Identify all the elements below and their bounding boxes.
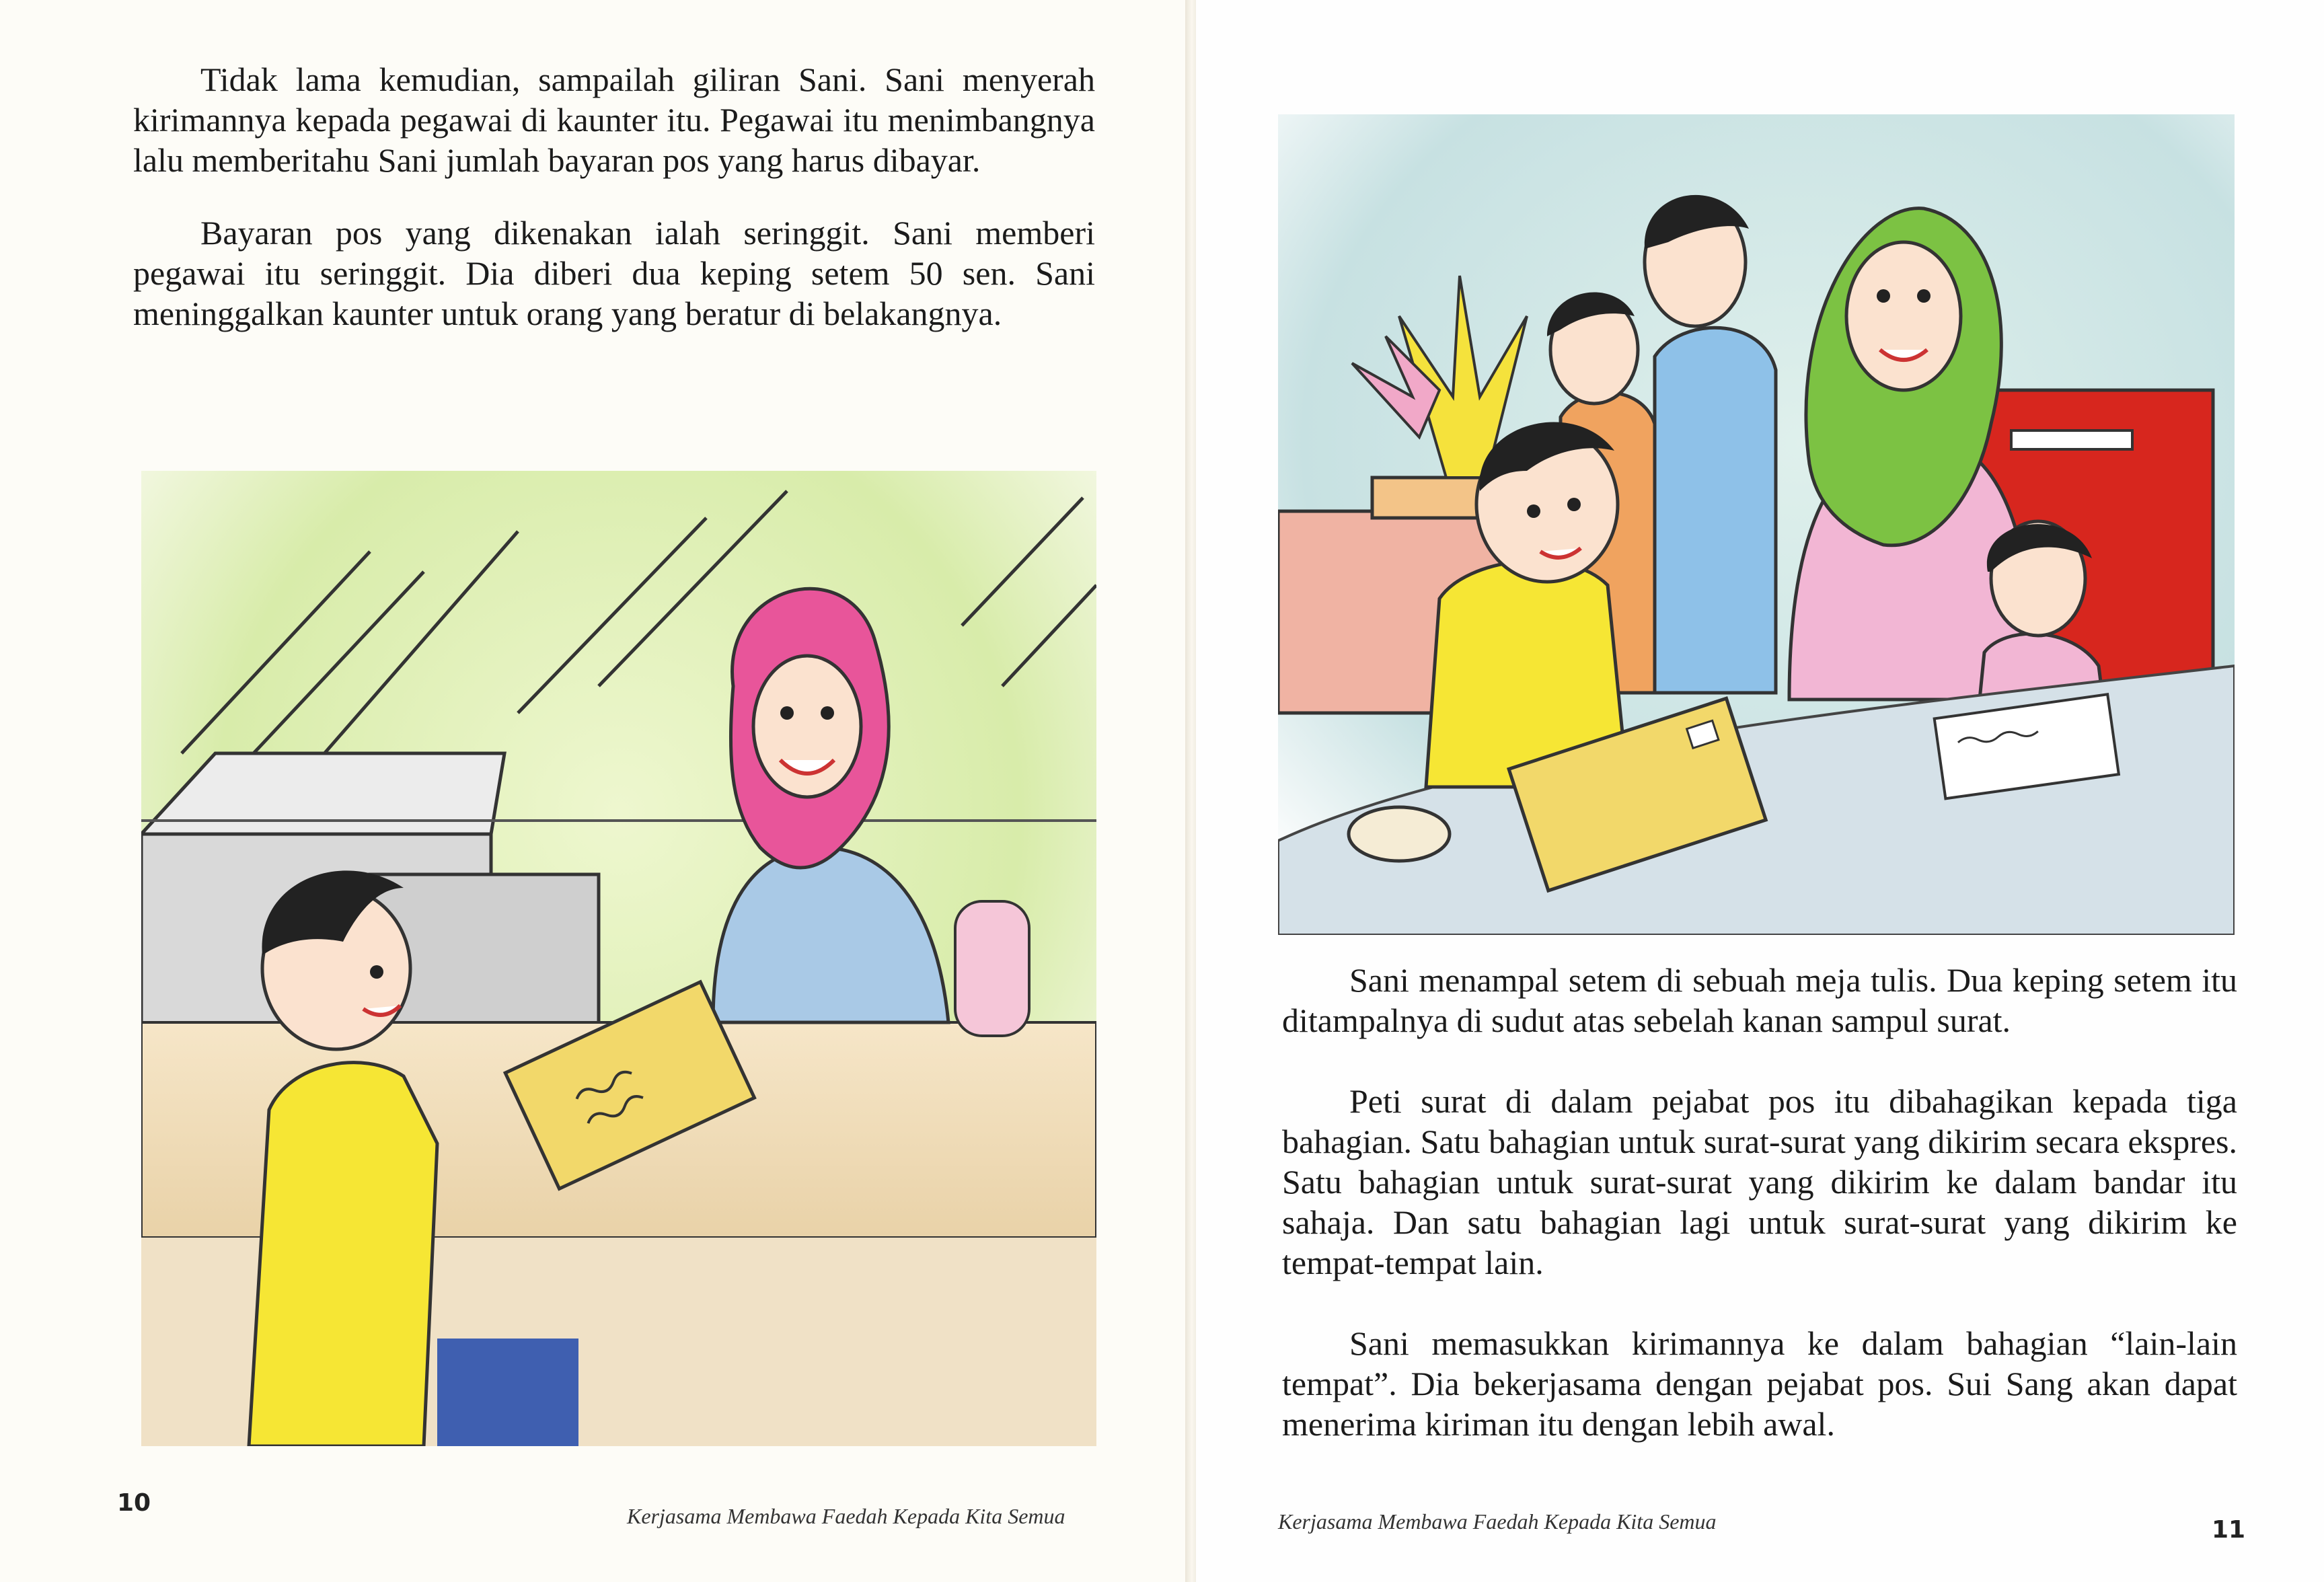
right-text-block <box>1282 960 2237 1444</box>
page-number: 11 <box>2212 1516 2246 1544</box>
right-page <box>1196 0 2324 1582</box>
page-footer: Kerjasama Membawa Faedah Kepada Kita Semua <box>1278 1509 1717 1534</box>
left-text-block <box>133 59 1095 334</box>
right-paragraph-3: Sani memasukkan kirimannya ke dalam bahagian “lain-lain tempat”. Dia bekerjasama dengan pejabat pos. Sui Sang akan dapat menerima kiriman itu dengan lebih awal. <box>1282 1324 2237 1443</box>
page-footer: Kerjasama Membawa Faedah Kepada Kita Semua <box>627 1504 1065 1528</box>
page-number: 10 <box>117 1489 151 1517</box>
counter-illustration <box>141 471 1096 1446</box>
writing-desk-illustration <box>1278 114 2235 935</box>
right-paragraph-2: Peti surat di dalam pejabat pos itu dibahagikan kepada tiga bahagian. Satu bahagian untuk surat-surat yang dikirim secara ekspres. Satu bahagian untuk surat-surat yang dikirim ke dalam bandar itu sahaja. Dan satu bahagian lagi untuk surat-surat yang dikirim ke tempat-tempat lain. <box>1282 1082 2237 1281</box>
left-paragraph-2: Bayaran pos yang dikenakan ialah seringgit. Sani memberi pegawai itu seringgit. Dia diberi dua keping setem 50 sen. Sani meninggalkan kaunter untuk orang yang beratur di belakangnya. <box>133 214 1095 332</box>
left-paragraph-1: Tidak lama kemudian, sampailah giliran Sani. Sani menyerah kirimannya kepada pegawai di kaunter itu. Pegawai itu menimbangnya lalu memberitahu Sani jumlah bayaran pos yang harus dibayar. <box>133 61 1095 179</box>
right-paragraph-1: Sani menampal setem di sebuah meja tulis. Dua keping setem itu ditampalnya di sudut atas sebelah kanan sampul surat. <box>1282 961 2237 1039</box>
sponge-dish <box>1349 807 1450 861</box>
